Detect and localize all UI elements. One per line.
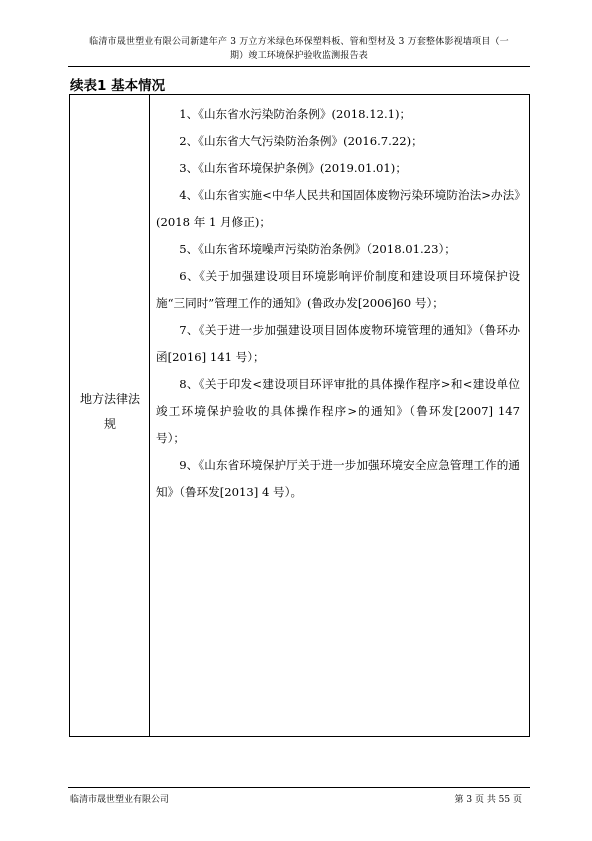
law-item: 7、《关于进一步加强建设项目固体废物环境管理的通知》（鲁环办函[2016] 141 号）； — [156, 323, 520, 364]
law-item: 2、《山东省大气污染防治条例》(2016.7.22)； — [179, 134, 423, 148]
section-title: 续表1 基本情况 — [70, 78, 166, 94]
header-title-line-1: 临清市晟世塑业有限公司新建年产 3 万立方米绿色环保塑料板、管和型材及 3 万套整体影视墙项目（一 — [89, 37, 509, 47]
law-item: 4、《山东省实施<中华人民共和国固体废物污染环境防治法>办法》(2018 年 1 月修正)； — [156, 188, 520, 229]
row-label: 地方法律法规 — [79, 392, 140, 431]
basic-info-table — [69, 94, 530, 737]
document-header — [68, 36, 530, 63]
label-cell — [70, 95, 150, 736]
law-item: 3、《山东省环境保护条例》(2019.01.01)； — [179, 161, 407, 175]
header-divider — [68, 66, 530, 67]
law-item: 6、《关于加强建设项目环境影响评价制度和建设项目环境保护设施“三同时”管理工作的通知》(鲁政办发[2006]60 号）； — [156, 269, 520, 310]
law-item: 1、《山东省水污染防治条例》(2018.12.1)； — [179, 107, 412, 121]
footer-divider — [68, 787, 530, 788]
law-item: 5、《山东省环境噪声污染防治条例》（2018.01.23）； — [179, 242, 456, 256]
footer-company: 临清市晟世塑业有限公司 — [70, 795, 170, 805]
header-title-line-2: 期）竣工环境保护验收监测报告表 — [229, 50, 368, 61]
law-item: 8、《关于印发<建设项目环评审批的具体操作程序>和<建设单位竣工环境保护验收的具体操作程序>的通知》（鲁环发[2007] 147 号）； — [156, 377, 520, 445]
content-cell — [156, 101, 520, 506]
law-item: 9、《山东省环境保护厅关于进一步加强环境安全应急管理工作的通知》（鲁环发[2013] 4 号）。 — [156, 458, 520, 499]
page-number: 第 3 页 共 55 页 — [454, 795, 522, 805]
